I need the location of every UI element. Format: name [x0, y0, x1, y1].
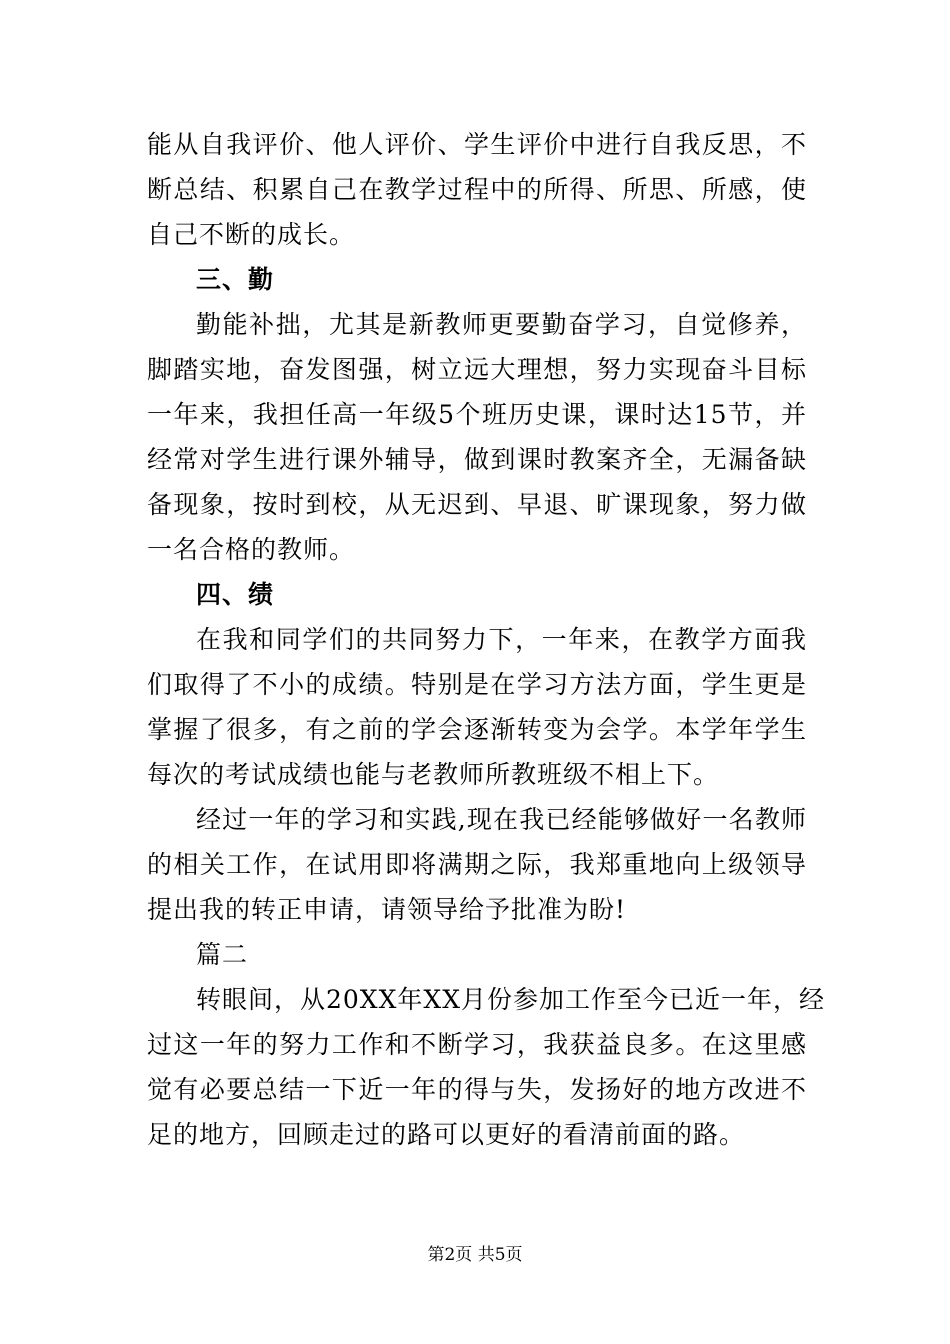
part-title: 篇二: [196, 940, 249, 969]
text-line: 在我和同学们的共同努力下，一年来，在教学方面我: [196, 625, 807, 654]
page-number-footer: 第2页 共5页: [427, 1245, 523, 1265]
text-line: 一年来，我担任高一年级5个班历史课，课时达15节，并: [147, 400, 807, 429]
text-line: 备现象，按时到校，从无迟到、早退、旷课现象，努力做: [147, 490, 807, 519]
text-line: 脚踏实地，奋发图强，树立远大理想，努力实现奋斗目标: [147, 355, 807, 384]
text-line: 掌握了很多，有之前的学会逐渐转变为会学。本学年学生: [147, 715, 807, 744]
text-line: 过这一年的努力工作和不断学习，我获益良多。在这里感: [147, 1030, 807, 1059]
text-line: 能从自我评价、他人评价、学生评价中进行自我反思，不: [147, 130, 807, 159]
text-line: 足的地方，回顾走过的路可以更好的看清前面的路。: [147, 1120, 746, 1149]
text-line: 自己不断的成长。: [147, 220, 356, 249]
section-heading: 三、勤: [196, 265, 275, 294]
text-line: 们取得了不小的成绩。特别是在学习方法方面，学生更是: [147, 670, 807, 699]
text-line: 的相关工作，在试用即将满期之际，我郑重地向上级领导: [147, 850, 807, 879]
text-line: 提出我的转正申请，请领导给予批准为盼!: [147, 895, 627, 924]
text-line: 断总结、积累自己在教学过程中的所得、所思、所感，使: [147, 175, 807, 204]
text-line: 转眼间，从20XX年XX月份参加工作至今已近一年，经: [196, 985, 826, 1014]
text-line: 经过一年的学习和实践,现在我已经能够做好一名教师: [196, 805, 807, 834]
text-line: 每次的考试成绩也能与老教师所教班级不相上下。: [147, 760, 720, 789]
text-line: 觉有必要总结一下近一年的得与失，发扬好的地方改进不: [147, 1075, 807, 1104]
section-heading: 四、绩: [196, 580, 275, 609]
text-line: 勤能补拙，尤其是新教师更要勤奋学习，自觉修养，: [196, 310, 807, 339]
text-line: 一名合格的教师。: [147, 535, 356, 564]
text-line: 经常对学生进行课外辅导，做到课时教案齐全，无漏备缺: [147, 445, 807, 474]
